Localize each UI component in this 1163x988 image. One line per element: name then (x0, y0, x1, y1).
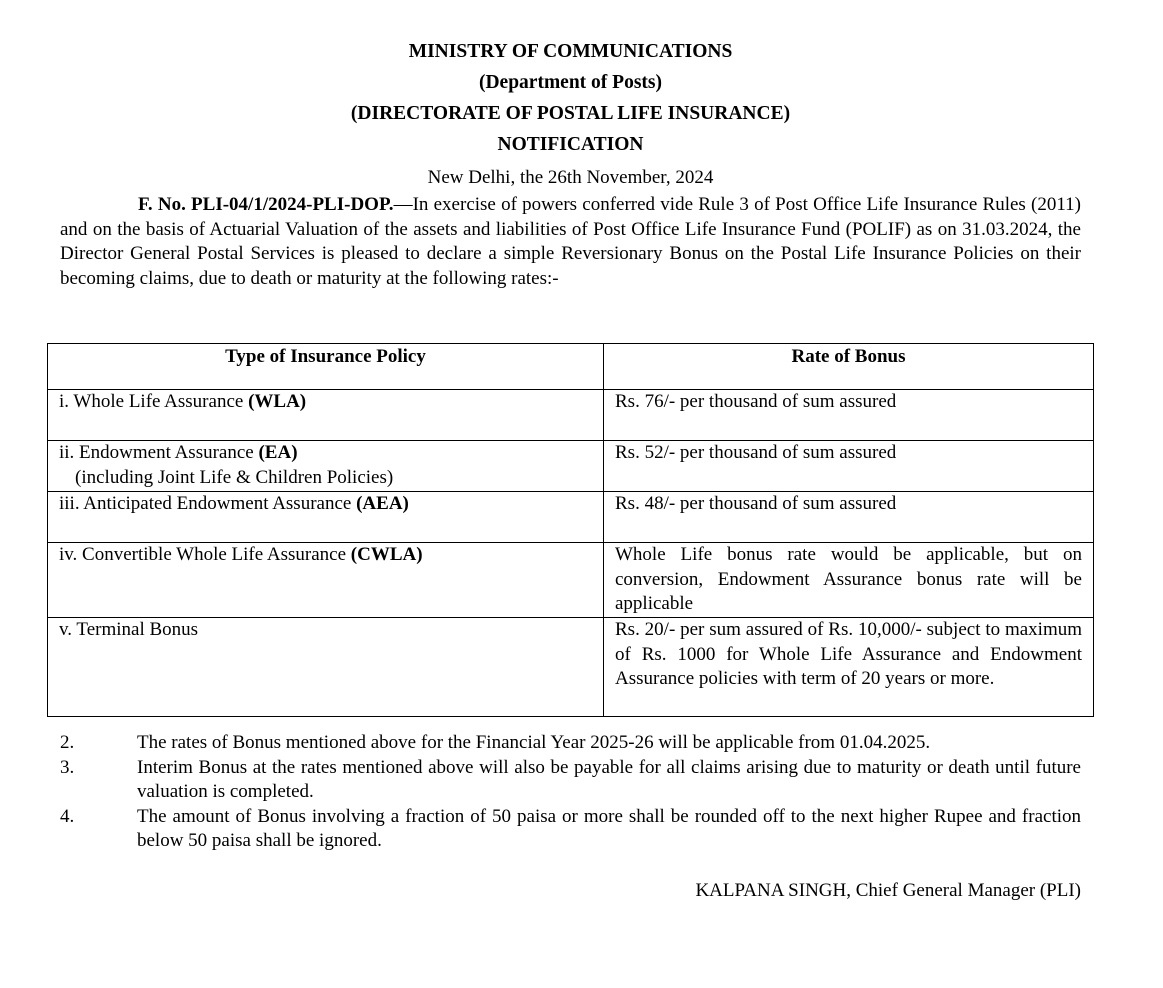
policy-type-cell (48, 441, 604, 492)
table-row (48, 618, 1094, 717)
file-number: F. No. PLI-04/1/2024-PLI-DOP. (138, 194, 394, 215)
table-row (48, 492, 1094, 543)
notification-heading: NOTIFICATION (497, 134, 644, 155)
note-number: 4. (60, 805, 75, 827)
policy-type-label: iii. Anticipated Endowment Assurance (59, 493, 357, 514)
note-text: The amount of Bonus involving a fraction of 50 paisa or more shall be rounded off to the next higher Rupee and fraction below 50 paisa shall be ignored. (137, 805, 1081, 851)
department-heading: (Department of Posts) (478, 72, 663, 93)
table-header-row (48, 344, 1094, 390)
ministry-heading: MINISTRY OF COMMUNICATIONS (408, 41, 733, 62)
signature-line: KALPANA SINGH, Chief General Manager (PLI) (695, 880, 1081, 901)
note-item (60, 805, 1081, 854)
note-text: The rates of Bonus mentioned above for the Financial Year 2025-26 will be applicable from 01.04.2025. (137, 732, 931, 753)
policy-abbr: (WLA) (248, 391, 307, 412)
notification-document (59, 36, 1082, 901)
table-row (48, 543, 1094, 618)
policy-abbr: (CWLA) (350, 544, 423, 565)
note-item (60, 731, 1081, 756)
header-rate-of-bonus: Rate of Bonus (604, 344, 1094, 390)
policy-type-label: ii. Endowment Assurance (59, 442, 259, 463)
dateline: New Delhi, the 26th November, 2024 (427, 167, 714, 188)
header-policy-type: Type of Insurance Policy (48, 344, 604, 390)
table-row (48, 390, 1094, 441)
bonus-rate-cell: Rs. 52/- per thousand of sum assured (604, 441, 1094, 492)
policy-abbr: (AEA) (356, 493, 409, 514)
policy-type-label: i. Whole Life Assurance (59, 391, 249, 412)
intro-paragraph (60, 193, 1081, 291)
bonus-rate-table (47, 343, 1094, 717)
intro-text: —In exercise of powers conferred vide Rule 3 of Post Office Life Insurance Rules (2011) and on the basis of Actuarial Valuation of the assets and liabilities of Post Office Life Insurance Fund (POLIF) as on 31.03.2024, the Director General Postal Services is pleased to declare a simple Reversionary Bonus on the Postal Life Insurance Policies on their becoming claims, due to death or maturity at the following rates:- (60, 194, 1081, 289)
bonus-rate-cell: Rs. 76/- per thousand of sum assured (604, 390, 1094, 441)
policy-type-subtext: (including Joint Life & Children Policies) (75, 466, 394, 488)
note-number: 3. (60, 756, 75, 778)
bonus-rate-cell: Rs. 48/- per thousand of sum assured (604, 492, 1094, 543)
note-item (60, 756, 1081, 805)
policy-type-label: v. Terminal Bonus (59, 619, 199, 640)
policy-abbr: (EA) (258, 442, 298, 463)
bonus-rate-cell: Rs. 20/- per sum assured of Rs. 10,000/- subject to maximum of Rs. 1000 for Whole Life Assurance and Endowment Assurance policies with term of 20 years or more. (604, 618, 1094, 717)
bonus-rate-cell: Whole Life bonus rate would be applicable, but on conversion, Endowment Assurance bonus rate will be applicable (604, 543, 1094, 618)
directorate-heading: (DIRECTORATE OF POSTAL LIFE INSURANCE) (350, 103, 791, 124)
policy-type-cell (48, 618, 604, 717)
policy-type-cell (48, 543, 604, 618)
policy-type-cell (48, 492, 604, 543)
policy-type-label: iv. Convertible Whole Life Assurance (59, 544, 351, 565)
note-text: Interim Bonus at the rates mentioned above will also be payable for all claims arising due to maturity or death until future valuation is completed. (137, 756, 1081, 802)
note-number: 2. (60, 732, 75, 753)
numbered-notes (60, 731, 1081, 854)
table-row (48, 441, 1094, 492)
policy-type-cell (48, 390, 604, 441)
